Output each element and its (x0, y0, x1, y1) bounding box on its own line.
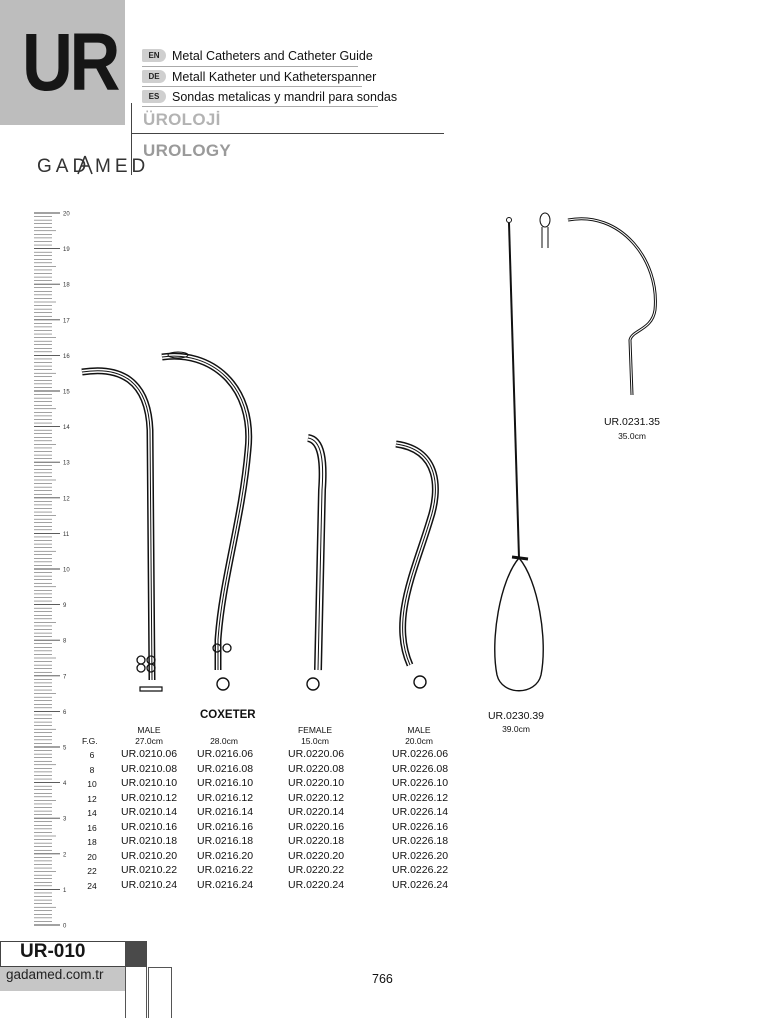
product-code: UR.0220.12 (288, 791, 345, 804)
ruler-label: 10 (63, 567, 70, 574)
product-code: UR.0210.16 (121, 820, 178, 833)
product-code: UR.0210.06 (121, 748, 178, 760)
ruler-label: 5 (63, 745, 67, 752)
product-code: UR.0210.24 (121, 878, 178, 891)
catheter-28cm-drawing (162, 352, 249, 690)
product-code: UR.0216.20 (197, 849, 254, 862)
product-code: UR.0216.22 (197, 864, 254, 877)
ruler-label: 15 (63, 389, 70, 396)
category-title-en: UROLOGY (143, 141, 232, 160)
ruler-label: 16 (63, 353, 70, 360)
column-type-4: MALE (407, 725, 431, 735)
ruler-label: 2 (63, 852, 67, 859)
product-code: UR.0220.24 (288, 878, 345, 891)
lang-tag-en: EN (142, 49, 166, 62)
lang-underline (142, 66, 358, 67)
ruler-label: 3 (63, 816, 67, 823)
product-code: UR.0220.16 (288, 820, 345, 833)
product-code: UR.0220.18 (288, 835, 345, 848)
product-code: UR.0210.20 (121, 849, 178, 862)
fg-size: 20 (87, 851, 97, 862)
fg-size: 6 (89, 750, 95, 760)
product-code: UR.0226.10 (392, 777, 449, 790)
footer-tab-box (148, 967, 172, 1018)
lang-tag-es: ES (142, 90, 166, 103)
fg-size: 10 (87, 779, 97, 790)
product-code: UR.0220.06 (288, 748, 345, 760)
product-code: UR.0226.06 (392, 748, 449, 760)
product-code: UR.0220.20 (288, 849, 345, 862)
website: gadamed.com.tr (6, 967, 104, 982)
ruler-label: 18 (63, 282, 70, 289)
title-de: Metall Katheter und Katheterspanner (172, 69, 377, 84)
svg-text:MED: MED (95, 156, 150, 177)
lang-underline (142, 106, 378, 107)
catheter-female-15cm-drawing (307, 438, 323, 690)
header-divider-horizontal (131, 133, 444, 134)
product-code: UR.0216.06 (197, 748, 254, 760)
catheter-male-27cm-drawing (82, 371, 162, 691)
product-code: UR.0216.16 (197, 820, 254, 833)
fg-size: 18 (87, 837, 97, 848)
footer-tab-box (125, 967, 147, 1018)
fg-size: 24 (87, 880, 97, 891)
product-code: UR.0210.22 (121, 864, 178, 877)
ruler-label: 8 (63, 638, 67, 645)
ruler-label: 1 (63, 887, 67, 894)
product-code: UR.0216.08 (197, 762, 254, 775)
product-code: UR.0226.08 (392, 762, 449, 775)
hook-code: UR.0231.35 (603, 416, 661, 428)
ruler-label: 17 (63, 318, 70, 325)
ruler-label: 11 (63, 531, 70, 538)
instrument-illustrations (60, 200, 680, 710)
ruler-label: 19 (63, 247, 70, 254)
ruler-label: 9 (63, 603, 67, 610)
ruler-label: 14 (63, 425, 70, 432)
catheter-hook-35cm-drawing (568, 219, 655, 395)
section-code: UR (22, 17, 117, 108)
ruler-label: 6 (63, 709, 67, 716)
product-code: UR.0226.20 (392, 849, 449, 862)
product-code: UR.0226.24 (392, 878, 449, 891)
product-code: UR.0210.14 (121, 806, 178, 819)
product-code: UR.0216.14 (197, 806, 254, 819)
lang-row-es (142, 88, 397, 105)
product-code: UR.0220.14 (288, 806, 345, 819)
product-code: UR.0226.14 (392, 806, 449, 819)
product-code: UR.0210.12 (121, 791, 178, 804)
guide-tip-detail-drawing (540, 213, 550, 248)
ruler-label: 4 (63, 781, 67, 788)
fg-header: F.G. (82, 736, 98, 746)
ruler-label: 13 (63, 460, 70, 467)
product-code: UR.0226.12 (392, 791, 449, 804)
page-number: 766 (372, 972, 393, 986)
column-length-3: 15.0cm (301, 736, 329, 746)
ruler-label: 20 (63, 211, 70, 218)
column-type-1: MALE (137, 725, 161, 735)
product-code: UR.0216.24 (197, 878, 254, 891)
footer-tab-dark (125, 941, 147, 967)
column-length-1: 27.0cm (135, 736, 163, 746)
guide-length: 39.0cm (502, 724, 530, 734)
product-code: UR.0210.10 (121, 777, 178, 790)
hook-length: 35.0cm (618, 431, 646, 441)
lang-tag-de: DE (142, 70, 166, 83)
ruler-label: 0 (63, 923, 67, 930)
brand-wordmark (37, 152, 150, 178)
lang-row-en (142, 47, 373, 64)
product-code: UR.0226.18 (392, 835, 449, 848)
page-code: UR-010 (20, 941, 86, 962)
catheter-guide-drawing (495, 218, 543, 691)
fg-size: 12 (87, 793, 97, 804)
product-code: UR.0226.16 (392, 820, 449, 833)
product-code: UR.0220.10 (288, 777, 345, 790)
catheter-male-20cm-drawing (396, 444, 435, 688)
product-code: UR.0216.12 (197, 791, 254, 804)
product-code: UR.0210.08 (121, 762, 178, 775)
ruler-label: 12 (63, 496, 70, 503)
column-length-2: 28.0cm (210, 736, 238, 746)
product-code: UR.0226.22 (392, 864, 449, 877)
svg-text:GAD: GAD (37, 156, 91, 177)
product-code: UR.0220.08 (288, 762, 345, 775)
guide-code: UR.0230.39 (487, 710, 545, 722)
product-code: UR.0216.10 (197, 777, 254, 790)
product-code: UR.0220.22 (288, 864, 345, 877)
fg-size: 8 (89, 764, 95, 775)
fg-size: 14 (87, 808, 97, 819)
product-code: UR.0210.18 (121, 835, 178, 848)
lang-underline (142, 86, 362, 87)
fg-size: 16 (87, 822, 97, 833)
group-title: COXETER (200, 709, 256, 721)
lang-row-de (142, 68, 376, 85)
category-title-tr: ÜROLOJİ (143, 110, 221, 129)
column-type-3: FEMALE (297, 725, 332, 735)
brand-logo (37, 152, 150, 184)
title-en: Metal Catheters and Catheter Guide (172, 48, 373, 63)
column-length-4: 20.0cm (405, 736, 433, 746)
title-es: Sondas metalicas y mandril para sondas (172, 89, 398, 104)
product-code: UR.0216.18 (197, 835, 254, 848)
fg-size: 22 (87, 866, 97, 877)
ruler-label: 7 (63, 674, 67, 681)
